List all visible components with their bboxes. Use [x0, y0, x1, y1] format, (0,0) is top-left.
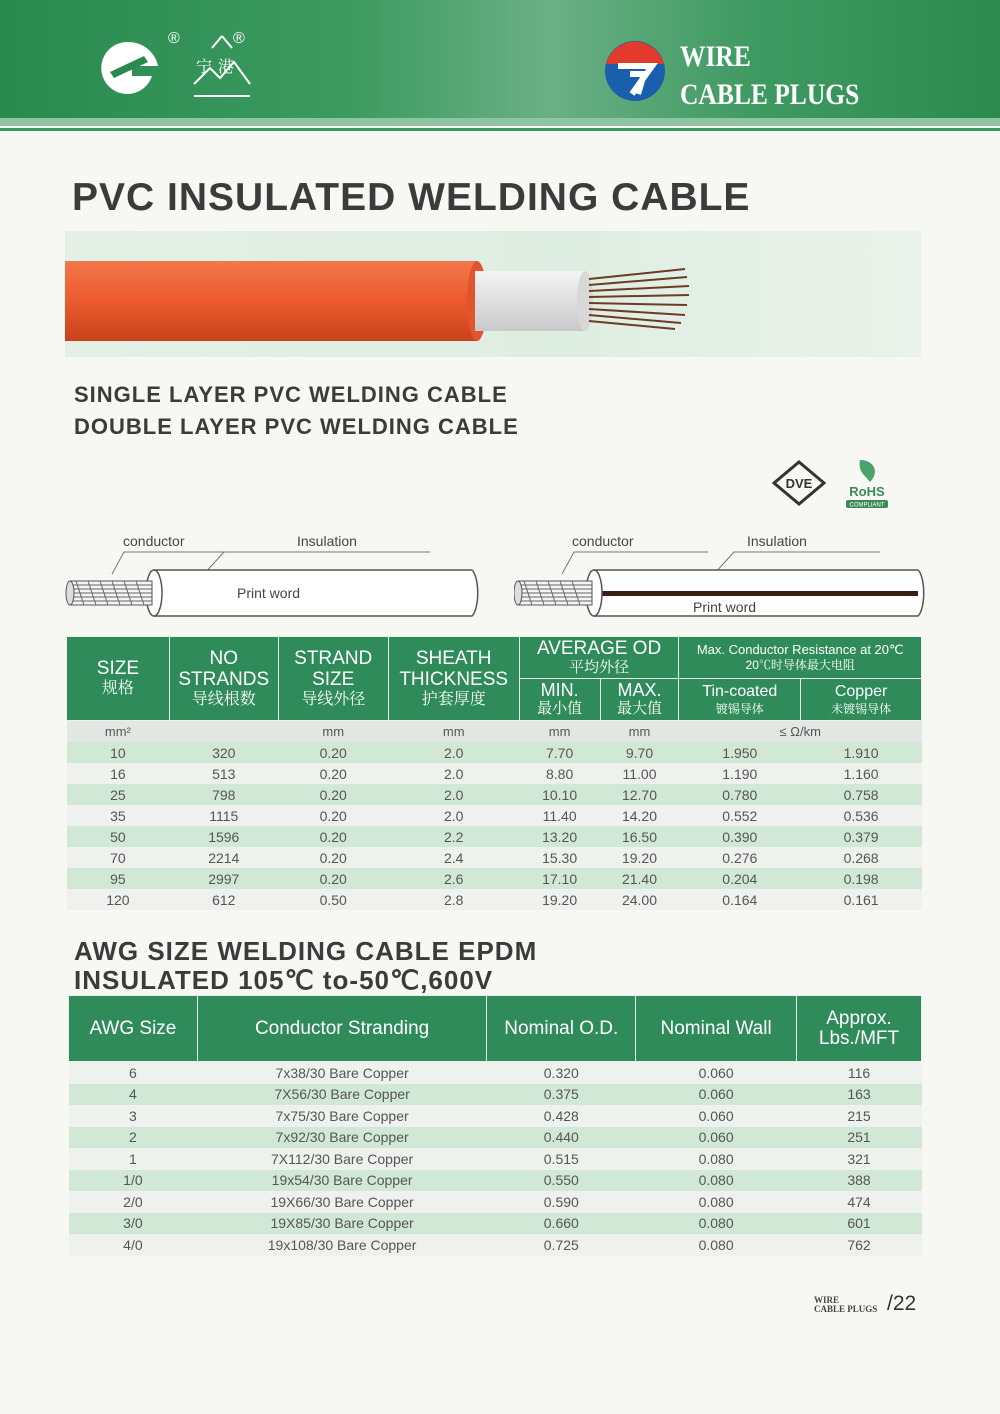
chinese-brand-text: 宁港 — [196, 57, 241, 76]
pvc-welding-cable-table — [66, 636, 922, 910]
sheath-header — [388, 637, 519, 721]
cell: 9.70 — [600, 742, 679, 763]
strands-header — [169, 637, 278, 721]
cell: 0.060 — [636, 1105, 797, 1127]
banner-divider — [0, 128, 1000, 131]
unit-size: mm² — [67, 721, 170, 743]
average-od-header — [519, 637, 679, 679]
cell: 7x92/30 Bare Copper — [197, 1127, 487, 1149]
cell: 0.660 — [487, 1213, 636, 1235]
cell: 25 — [67, 784, 170, 805]
size-header — [67, 637, 170, 721]
max-header-en: MAX. — [617, 680, 662, 700]
cell: 19x54/30 Bare Copper — [197, 1170, 487, 1192]
average-od-header-en: AVERAGE OD — [536, 637, 662, 659]
cell: 2 — [69, 1127, 198, 1149]
cell: 1.190 — [679, 763, 801, 784]
cell: 12.70 — [600, 784, 679, 805]
min-header — [519, 679, 600, 721]
header-banner — [0, 0, 1000, 118]
cell: 10.10 — [519, 784, 600, 805]
footer-brand-line2: CABLE PLUGS — [814, 1304, 878, 1314]
resistance-header-cn: 20℃时导体最大电阻 — [745, 658, 855, 672]
cell: 1115 — [169, 805, 278, 826]
cell: 11.40 — [519, 805, 600, 826]
unit-strand-size: mm — [278, 721, 388, 743]
min-header-cn: 最小值 — [537, 700, 583, 717]
strand-size-header — [278, 637, 388, 721]
cell: 215 — [797, 1105, 922, 1127]
cell: 24.00 — [600, 889, 679, 910]
rohs-compliant-text: COMPLIANT — [849, 502, 885, 509]
nominal-wall-header: Nominal Wall — [636, 996, 797, 1062]
right-insulation-label: Insulation — [747, 533, 807, 549]
cell: 0.060 — [636, 1127, 797, 1149]
table-row — [67, 763, 922, 784]
cell: 798 — [169, 784, 278, 805]
unit-resistance: ≤ Ω/km — [679, 721, 922, 743]
table-row — [69, 1234, 922, 1256]
cell: 1.950 — [679, 742, 801, 763]
copper-header — [801, 679, 922, 721]
awg-size-header: AWG Size — [69, 996, 198, 1062]
cell: 2/0 — [69, 1191, 198, 1213]
strands-header-cn: 导线根数 — [191, 690, 256, 708]
left-conductor-label: conductor — [123, 533, 185, 549]
cell: 6 — [69, 1062, 198, 1084]
cable-photo — [65, 231, 921, 357]
table-row — [67, 826, 922, 847]
cell: 4 — [69, 1084, 198, 1106]
brand-line1: WIRE — [680, 40, 751, 73]
cell: 7x38/30 Bare Copper — [197, 1062, 487, 1084]
sheath-header-cn: 护套厚度 — [421, 690, 486, 708]
company-logo-icon — [88, 36, 168, 96]
cell: 1/0 — [69, 1170, 198, 1192]
brand-line2: CABLE PLUGS — [680, 78, 860, 111]
cell: 0.080 — [636, 1148, 797, 1170]
cell: 0.725 — [487, 1234, 636, 1256]
cell: 320 — [169, 742, 278, 763]
right-conductor-label: conductor — [572, 533, 634, 549]
cell: 95 — [67, 868, 170, 889]
cell: 0.552 — [679, 805, 801, 826]
table-row — [69, 1084, 922, 1106]
tin-coated-header-cn: 镀锡导体 — [715, 701, 764, 716]
unit-strands — [169, 721, 278, 743]
cell: 0.50 — [278, 889, 388, 910]
left-print-word: Print word — [237, 585, 301, 601]
table-row — [69, 1170, 922, 1192]
cell: 35 — [67, 805, 170, 826]
table-row — [69, 1191, 922, 1213]
cell: 474 — [797, 1191, 922, 1213]
cell: 0.20 — [278, 826, 388, 847]
strand-size-header-en: STRAND SIZE — [294, 647, 373, 690]
cell: 0.550 — [487, 1170, 636, 1192]
cell: 8.80 — [519, 763, 600, 784]
unit-max: mm — [600, 721, 679, 743]
cell: 0.198 — [801, 868, 922, 889]
page-title: PVC INSULATED WELDING CABLE — [72, 176, 751, 219]
awg-welding-cable-table — [68, 995, 922, 1256]
nominal-od-header: Nominal O.D. — [487, 996, 636, 1062]
cell: 2214 — [169, 847, 278, 868]
cell: 762 — [797, 1234, 922, 1256]
footer-brand-line1: WIRE — [814, 1295, 840, 1305]
cell: 10 — [67, 742, 170, 763]
cell: 0.080 — [636, 1213, 797, 1235]
cell: 0.20 — [278, 742, 388, 763]
tin-coated-header-en: Tin-coated — [702, 682, 778, 700]
cell: 0.320 — [487, 1062, 636, 1084]
table-row — [67, 805, 922, 826]
cell: 19X66/30 Bare Copper — [197, 1191, 487, 1213]
copper-header-cn: 未镀锡导体 — [831, 701, 892, 716]
cell: 15.30 — [519, 847, 600, 868]
cell: 0.080 — [636, 1234, 797, 1256]
cell: 1596 — [169, 826, 278, 847]
cell: 2.0 — [388, 784, 519, 805]
approx-lbs-header: Approx. Lbs./MFT — [797, 996, 922, 1062]
cell: 1.160 — [801, 763, 922, 784]
registered-mark-2: ® — [233, 30, 245, 47]
strand-size-header-cn: 导线外径 — [301, 690, 366, 708]
max-header — [600, 679, 679, 721]
cell: 2.0 — [388, 763, 519, 784]
cell: 0.20 — [278, 847, 388, 868]
cell: 0.536 — [801, 805, 922, 826]
units-row — [67, 721, 922, 743]
tin-coated-header — [679, 679, 801, 721]
banner-stripe — [0, 118, 1000, 126]
cell: 0.060 — [636, 1062, 797, 1084]
footer-brand — [814, 1296, 877, 1314]
cell: 4/0 — [69, 1234, 198, 1256]
table-row — [69, 1105, 922, 1127]
cell: 16 — [67, 763, 170, 784]
cell: 0.20 — [278, 763, 388, 784]
table-row — [67, 784, 922, 805]
cell: 7x75/30 Bare Copper — [197, 1105, 487, 1127]
cell: 0.758 — [801, 784, 922, 805]
cell: 116 — [797, 1062, 922, 1084]
cell: 0.379 — [801, 826, 922, 847]
cable-illustration — [65, 231, 921, 357]
cell: 7X112/30 Bare Copper — [197, 1148, 487, 1170]
cell: 601 — [797, 1213, 922, 1235]
vde-cert-icon — [772, 460, 826, 506]
cell: 0.080 — [636, 1191, 797, 1213]
cell: 2.6 — [388, 868, 519, 889]
cell: 0.268 — [801, 847, 922, 868]
cell: 0.080 — [636, 1170, 797, 1192]
unit-sheath: mm — [388, 721, 519, 743]
cell: 7X56/30 Bare Copper — [197, 1084, 487, 1106]
unit-min: mm — [519, 721, 600, 743]
cell: 70 — [67, 847, 170, 868]
cell: 0.428 — [487, 1105, 636, 1127]
page-number: /22 — [887, 1292, 917, 1315]
cell: 0.390 — [679, 826, 801, 847]
average-od-header-cn: 平均外径 — [569, 658, 630, 676]
subtitle-single-layer: SINGLE LAYER PVC WELDING CABLE — [74, 382, 508, 407]
conductor-stranding-header: Conductor Stranding — [197, 996, 487, 1062]
right-print-word: Print word — [693, 599, 757, 615]
vde-text: DVE — [785, 476, 813, 491]
cell: 0.161 — [801, 889, 922, 910]
cell: 3 — [69, 1105, 198, 1127]
cell: 11.00 — [600, 763, 679, 784]
cell: 0.20 — [278, 805, 388, 826]
cell: 19X85/30 Bare Copper — [197, 1213, 487, 1235]
left-insulation-label: Insulation — [297, 533, 357, 549]
sheath-header-en: SHEATH THICKNESS — [399, 647, 509, 690]
cell: 0.060 — [636, 1084, 797, 1106]
cell: 0.164 — [679, 889, 801, 910]
wire-cable-plugs-logo-icon — [604, 40, 666, 102]
cell: 120 — [67, 889, 170, 910]
cell: 0.375 — [487, 1084, 636, 1106]
cell: 2.2 — [388, 826, 519, 847]
table-row — [69, 1213, 922, 1235]
cell: 2.0 — [388, 742, 519, 763]
cell: 17.10 — [519, 868, 600, 889]
min-header-en: MIN. — [540, 680, 579, 700]
cell: 251 — [797, 1127, 922, 1149]
cell: 513 — [169, 763, 278, 784]
copper-header-en: Copper — [834, 682, 888, 700]
cell: 16.50 — [600, 826, 679, 847]
cell: 0.204 — [679, 868, 801, 889]
table-row — [67, 742, 922, 763]
cell: 19.20 — [519, 889, 600, 910]
strands-header-en: NO STRANDS — [178, 647, 270, 690]
cell: 0.20 — [278, 868, 388, 889]
cell: 3/0 — [69, 1213, 198, 1235]
brand-name — [680, 38, 859, 114]
cell: 19.20 — [600, 847, 679, 868]
rohs-cert-icon — [840, 456, 894, 510]
cell: 321 — [797, 1148, 922, 1170]
single-layer-diagram — [64, 548, 484, 620]
cell: 388 — [797, 1170, 922, 1192]
cell: 2.0 — [388, 805, 519, 826]
cell: 0.20 — [278, 784, 388, 805]
cell: 13.20 — [519, 826, 600, 847]
cell: 0.440 — [487, 1127, 636, 1149]
table-row — [69, 1148, 922, 1170]
table-row — [69, 1127, 922, 1149]
subtitle-double-layer: DOUBLE LAYER PVC WELDING CABLE — [74, 414, 519, 439]
cell: 612 — [169, 889, 278, 910]
resistance-header — [679, 637, 922, 679]
cell: 2997 — [169, 868, 278, 889]
cell: 50 — [67, 826, 170, 847]
registered-mark: ® — [168, 30, 180, 47]
size-header-cn: 规格 — [101, 679, 134, 697]
cell: 2.8 — [388, 889, 519, 910]
resistance-header-en: Max. Conductor Resistance at 20℃ — [696, 642, 904, 657]
cell: 1 — [69, 1148, 198, 1170]
awg-title-line2: INSULATED 105℃ to-50℃,600V — [74, 965, 494, 995]
table-row — [69, 1062, 922, 1084]
cell: 2.4 — [388, 847, 519, 868]
cell: 1.910 — [801, 742, 922, 763]
cell: 19x108/30 Bare Copper — [197, 1234, 487, 1256]
table-row — [67, 868, 922, 889]
cell: 14.20 — [600, 805, 679, 826]
table-row — [67, 889, 922, 910]
table-row — [67, 847, 922, 868]
cell: 0.780 — [679, 784, 801, 805]
max-header-cn: 最大值 — [616, 700, 662, 717]
cell: 0.590 — [487, 1191, 636, 1213]
awg-title-line1: AWG SIZE WELDING CABLE EPDM — [74, 936, 538, 966]
cell: 0.276 — [679, 847, 801, 868]
size-header-en: SIZE — [96, 657, 139, 679]
cell: 0.515 — [487, 1148, 636, 1170]
cell: 21.40 — [600, 868, 679, 889]
cell: 163 — [797, 1084, 922, 1106]
cell: 7.70 — [519, 742, 600, 763]
rohs-text: RoHS — [849, 484, 885, 499]
